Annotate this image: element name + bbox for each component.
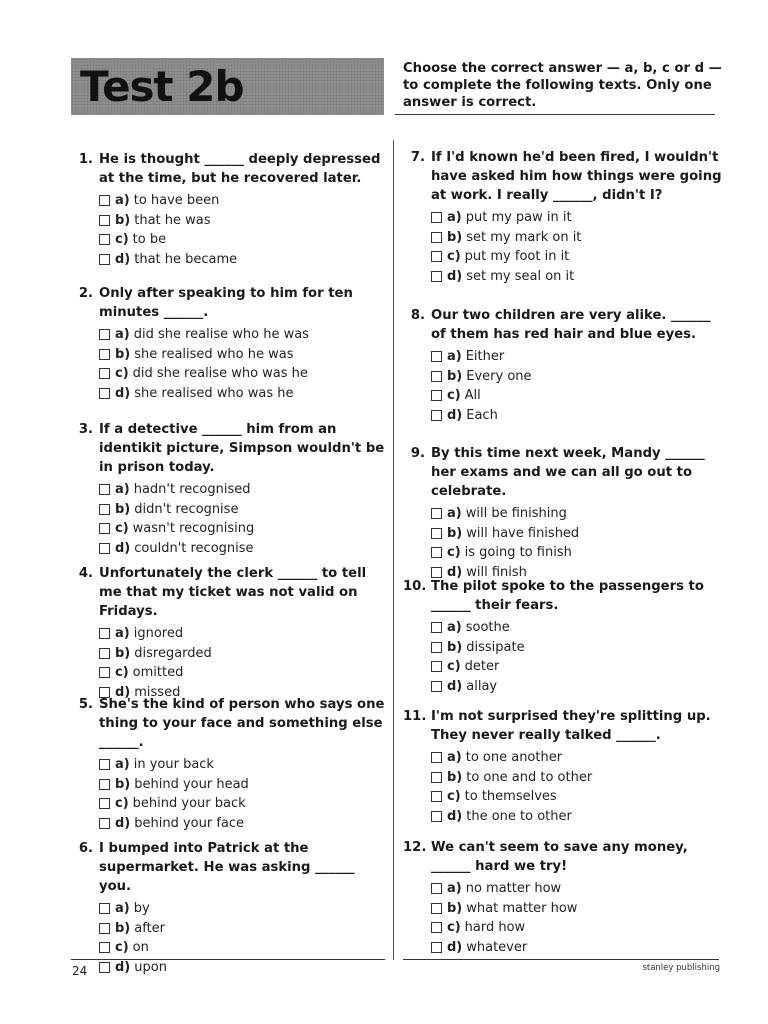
checkbox[interactable]: [99, 504, 110, 515]
answer-option[interactable]: [99, 899, 389, 919]
option-letter: b): [115, 645, 131, 661]
question-stem: [71, 564, 389, 621]
answer-options: [431, 208, 723, 286]
checkbox[interactable]: [431, 528, 442, 539]
answer-option[interactable]: [431, 406, 723, 426]
checkbox[interactable]: [99, 215, 110, 226]
question-number: 3.: [78, 422, 93, 437]
question-number: 12.: [403, 840, 427, 855]
question-text: I bumped into Patrick at the supermarket. He was asking ______ you.: [99, 841, 355, 894]
checkbox[interactable]: [99, 388, 110, 399]
option-text: upon: [134, 959, 167, 975]
answer-option[interactable]: [99, 958, 389, 978]
question-stem: [403, 577, 723, 615]
checkbox[interactable]: [99, 543, 110, 554]
option-text: the one to other: [466, 808, 572, 824]
option-letter: a): [447, 349, 462, 365]
checkbox[interactable]: [99, 942, 110, 953]
answer-option[interactable]: [99, 794, 389, 814]
question-11: [403, 707, 723, 826]
checkbox[interactable]: [99, 779, 110, 790]
question-1: [71, 150, 389, 269]
checkbox[interactable]: [431, 271, 442, 282]
answer-options: [431, 879, 723, 957]
question-number: 6.: [78, 841, 93, 856]
option-letter: c): [115, 665, 129, 681]
option-text: set my seal on it: [466, 268, 575, 284]
option-text: that he was: [134, 212, 211, 228]
question-8: [403, 306, 723, 425]
option-letter: a): [115, 626, 130, 642]
answer-option[interactable]: [431, 657, 723, 677]
answer-options: [99, 325, 389, 403]
question-stem: [71, 839, 389, 896]
option-text: didn't recognise: [134, 501, 239, 517]
checkbox[interactable]: [99, 903, 110, 914]
question-text: The pilot spoke to the passengers to ______ their fears.: [431, 579, 704, 613]
answer-options: [99, 899, 389, 977]
option-text: Every one: [466, 368, 532, 384]
option-letter: d): [447, 268, 463, 284]
option-text: on: [132, 940, 149, 956]
option-text: put my foot in it: [464, 249, 570, 265]
column-divider: [393, 140, 394, 960]
checkbox[interactable]: [431, 903, 442, 914]
option-letter: d): [447, 564, 463, 580]
answer-option[interactable]: [431, 504, 723, 524]
option-letter: b): [115, 920, 131, 936]
answer-option[interactable]: [99, 814, 389, 834]
option-letter: c): [447, 789, 461, 805]
checkbox[interactable]: [431, 212, 442, 223]
option-letter: a): [115, 482, 130, 498]
option-letter: b): [447, 525, 463, 541]
option-text: by: [133, 901, 150, 917]
option-letter: b): [115, 212, 131, 228]
answer-option[interactable]: [431, 918, 723, 938]
question-text: I'm not surprised they're splitting up. They never really talked ______.: [431, 709, 711, 743]
question-4: [71, 564, 389, 702]
answer-options: [431, 504, 723, 582]
option-text: to be: [132, 232, 167, 248]
answer-option[interactable]: [431, 543, 723, 563]
question-9: [403, 444, 723, 582]
answer-option[interactable]: [99, 345, 389, 365]
option-text: omitted: [132, 665, 184, 681]
option-letter: d): [447, 678, 463, 694]
answer-option[interactable]: [99, 519, 389, 539]
question-number: 2.: [78, 286, 93, 301]
option-text: hard how: [464, 920, 526, 936]
option-letter: a): [447, 750, 462, 766]
checkbox[interactable]: [431, 508, 442, 519]
checkbox[interactable]: [431, 883, 442, 894]
answer-option[interactable]: [431, 347, 723, 367]
answer-option[interactable]: [99, 500, 389, 520]
option-letter: c): [447, 659, 461, 675]
checkbox[interactable]: [431, 811, 442, 822]
option-text: behind your back: [132, 796, 246, 812]
option-letter: a): [115, 327, 130, 343]
question-12: [403, 838, 723, 957]
question-number: 8.: [410, 308, 425, 323]
question-number: 11.: [403, 709, 427, 724]
option-letter: b): [115, 501, 131, 517]
answer-option[interactable]: [431, 879, 723, 899]
checkbox[interactable]: [99, 368, 110, 379]
checkbox[interactable]: [99, 329, 110, 340]
option-letter: a): [447, 210, 462, 226]
answer-option[interactable]: [431, 899, 723, 919]
option-letter: a): [447, 506, 462, 522]
footer-rule-left: [71, 959, 385, 960]
option-text: deter: [464, 659, 500, 675]
question-text: If a detective ______ him from an identikit picture, Simpson wouldn't be in prison today.: [99, 422, 385, 475]
option-text: to themselves: [464, 789, 557, 805]
page-number: 24: [72, 964, 88, 978]
answer-option[interactable]: [431, 638, 723, 658]
checkbox[interactable]: [431, 922, 442, 933]
checkbox[interactable]: [431, 661, 442, 672]
option-letter: c): [115, 940, 129, 956]
answer-options: [99, 191, 389, 269]
answer-option[interactable]: [431, 208, 723, 228]
option-text: will have finished: [466, 525, 580, 541]
question-stem: [403, 707, 723, 745]
option-letter: a): [447, 881, 462, 897]
option-letter: b): [447, 229, 463, 245]
question-stem: [71, 284, 389, 322]
option-letter: c): [115, 232, 129, 248]
answer-option[interactable]: [99, 624, 389, 644]
question-text: Unfortunately the clerk ______ to tell me that my ticket was not valid on Fridays.: [99, 566, 367, 619]
answer-option[interactable]: [431, 367, 723, 387]
answer-option[interactable]: [99, 644, 389, 664]
question-text: By this time next week, Mandy ______ her exams and we can all go out to celebrate.: [431, 446, 705, 499]
option-text: Either: [465, 349, 505, 365]
option-letter: b): [115, 776, 131, 792]
checkbox[interactable]: [99, 628, 110, 639]
option-text: she realised who he was: [134, 346, 294, 362]
question-stem: [71, 695, 389, 752]
question-text: If I'd known he'd been fired, I wouldn't have asked him how things were going at work. I really ______, didn't I?: [431, 150, 722, 203]
answer-options: [99, 480, 389, 558]
checkbox[interactable]: [431, 791, 442, 802]
question-stem: [403, 444, 723, 501]
question-number: 7.: [410, 150, 425, 165]
option-letter: d): [115, 959, 131, 975]
option-text: hadn't recognised: [133, 482, 251, 498]
checkbox[interactable]: [99, 759, 110, 770]
question-stem: [403, 148, 723, 205]
question-7: [403, 148, 723, 286]
answer-option[interactable]: [431, 787, 723, 807]
checkbox[interactable]: [99, 923, 110, 934]
answer-options: [431, 347, 723, 425]
answer-option[interactable]: [99, 211, 389, 231]
option-letter: a): [115, 901, 130, 917]
option-text: put my paw in it: [465, 210, 572, 226]
option-letter: b): [447, 769, 463, 785]
option-text: wasn't recognising: [132, 521, 255, 537]
question-stem: [403, 306, 723, 344]
question-5: [71, 695, 389, 833]
question-number: 1.: [78, 152, 93, 167]
answer-option[interactable]: [99, 384, 389, 404]
option-text: in your back: [133, 757, 214, 773]
option-letter: c): [447, 920, 461, 936]
option-text: ignored: [133, 626, 184, 642]
option-letter: b): [115, 346, 131, 362]
option-letter: d): [115, 815, 131, 831]
answer-option[interactable]: [431, 748, 723, 768]
option-letter: c): [115, 521, 129, 537]
option-letter: c): [115, 366, 129, 382]
answer-option[interactable]: [431, 618, 723, 638]
answer-option[interactable]: [431, 228, 723, 248]
answer-option[interactable]: [99, 191, 389, 211]
option-letter: d): [115, 385, 131, 401]
checkbox[interactable]: [431, 251, 442, 262]
checkbox[interactable]: [99, 195, 110, 206]
option-text: set my mark on it: [466, 229, 582, 245]
checkbox[interactable]: [431, 371, 442, 382]
answer-option[interactable]: [99, 938, 389, 958]
option-letter: d): [115, 251, 131, 267]
question-stem: [403, 838, 723, 876]
checkbox[interactable]: [431, 622, 442, 633]
answer-options: [99, 624, 389, 702]
question-stem: [71, 150, 389, 188]
option-text: dissipate: [466, 639, 525, 655]
option-letter: b): [447, 639, 463, 655]
checkbox[interactable]: [431, 410, 442, 421]
question-text: He is thought ______ deeply depressed at the time, but he recovered later.: [99, 152, 381, 186]
option-text: allay: [466, 678, 498, 694]
checkbox[interactable]: [99, 523, 110, 534]
checkbox[interactable]: [431, 772, 442, 783]
checkbox[interactable]: [431, 642, 442, 653]
option-text: to one and to other: [466, 769, 593, 785]
option-text: is going to finish: [464, 545, 572, 561]
question-3: [71, 420, 389, 558]
answer-option[interactable]: [431, 807, 723, 827]
answer-option[interactable]: [99, 364, 389, 384]
option-text: did she realise who was he: [132, 366, 308, 382]
option-text: she realised who was he: [134, 385, 294, 401]
checkbox[interactable]: [431, 232, 442, 243]
option-letter: c): [447, 388, 461, 404]
question-2: [71, 284, 389, 403]
option-letter: d): [115, 540, 131, 556]
option-text: will be finishing: [465, 506, 567, 522]
question-text: We can't seem to save any money, ______ hard we try!: [431, 840, 688, 874]
answer-option[interactable]: [99, 775, 389, 795]
option-text: after: [134, 920, 166, 936]
option-letter: b): [447, 368, 463, 384]
checkbox[interactable]: [431, 752, 442, 763]
option-text: All: [464, 388, 481, 404]
checkbox[interactable]: [99, 818, 110, 829]
question-10: [403, 577, 723, 696]
checkbox[interactable]: [99, 962, 110, 973]
question-text: Only after speaking to him for ten minutes ______.: [99, 286, 353, 320]
option-letter: d): [115, 684, 131, 700]
answer-option[interactable]: [431, 938, 723, 958]
answer-options: [431, 618, 723, 696]
checkbox[interactable]: [99, 254, 110, 265]
answer-option[interactable]: [99, 230, 389, 250]
checkbox[interactable]: [431, 390, 442, 401]
checkbox[interactable]: [99, 484, 110, 495]
checkbox[interactable]: [431, 547, 442, 558]
option-letter: c): [447, 545, 461, 561]
checkbox[interactable]: [99, 648, 110, 659]
instructions-underline: [395, 114, 715, 115]
option-letter: a): [447, 620, 462, 636]
option-letter: a): [115, 757, 130, 773]
checkbox[interactable]: [99, 234, 110, 245]
answer-option[interactable]: [99, 250, 389, 270]
option-text: to have been: [133, 193, 220, 209]
answer-option[interactable]: [99, 919, 389, 939]
answer-options: [99, 755, 389, 833]
question-text: Our two children are very alike. ______ of them has red hair and blue eyes.: [431, 308, 711, 342]
answer-option[interactable]: [431, 247, 723, 267]
option-text: behind your face: [134, 815, 245, 831]
option-letter: a): [115, 193, 130, 209]
option-letter: d): [447, 808, 463, 824]
checkbox[interactable]: [431, 681, 442, 692]
option-text: that he became: [134, 251, 238, 267]
answer-option[interactable]: [431, 768, 723, 788]
checkbox[interactable]: [99, 349, 110, 360]
option-text: disregarded: [134, 645, 212, 661]
instructions-text: Choose the correct answer — a, b, c or d — to complete the following texts. Only one answer is correct.: [403, 61, 722, 110]
option-text: couldn't recognise: [134, 540, 254, 556]
question-text: She's the kind of person who says one thing to your face and something else ______.: [99, 697, 385, 750]
answer-option[interactable]: [99, 755, 389, 775]
question-number: 9.: [410, 446, 425, 461]
checkbox[interactable]: [431, 942, 442, 953]
publisher-credit: stanley publishing: [642, 963, 720, 973]
option-text: no matter how: [465, 881, 562, 897]
answer-option[interactable]: [431, 386, 723, 406]
option-text: to one another: [465, 750, 563, 766]
option-text: did she realise who he was: [133, 327, 309, 343]
option-letter: c): [447, 249, 461, 265]
question-stem: [71, 420, 389, 477]
answer-option[interactable]: [99, 539, 389, 559]
option-text: missed: [134, 684, 181, 700]
option-letter: b): [447, 900, 463, 916]
answer-option[interactable]: [99, 480, 389, 500]
page-title: Test 2b: [80, 62, 244, 111]
answer-option[interactable]: [431, 267, 723, 287]
option-text: Each: [466, 407, 498, 423]
option-text: behind your head: [134, 776, 249, 792]
checkbox[interactable]: [431, 351, 442, 362]
question-6: [71, 839, 389, 977]
answer-option[interactable]: [99, 325, 389, 345]
option-text: whatever: [466, 939, 528, 955]
answer-options: [431, 748, 723, 826]
option-letter: c): [115, 796, 129, 812]
answer-option[interactable]: [99, 663, 389, 683]
checkbox[interactable]: [99, 798, 110, 809]
checkbox[interactable]: [99, 667, 110, 678]
question-number: 4.: [78, 566, 93, 581]
question-number: 10.: [403, 579, 427, 594]
title-banner: [71, 58, 384, 115]
question-number: 5.: [78, 697, 93, 712]
option-text: will finish: [466, 564, 527, 580]
option-letter: d): [447, 407, 463, 423]
footer-rule-right: [403, 959, 719, 960]
option-text: what matter how: [466, 900, 578, 916]
option-letter: d): [447, 939, 463, 955]
answer-option[interactable]: [431, 677, 723, 697]
answer-option[interactable]: [431, 524, 723, 544]
option-text: soothe: [465, 620, 510, 636]
